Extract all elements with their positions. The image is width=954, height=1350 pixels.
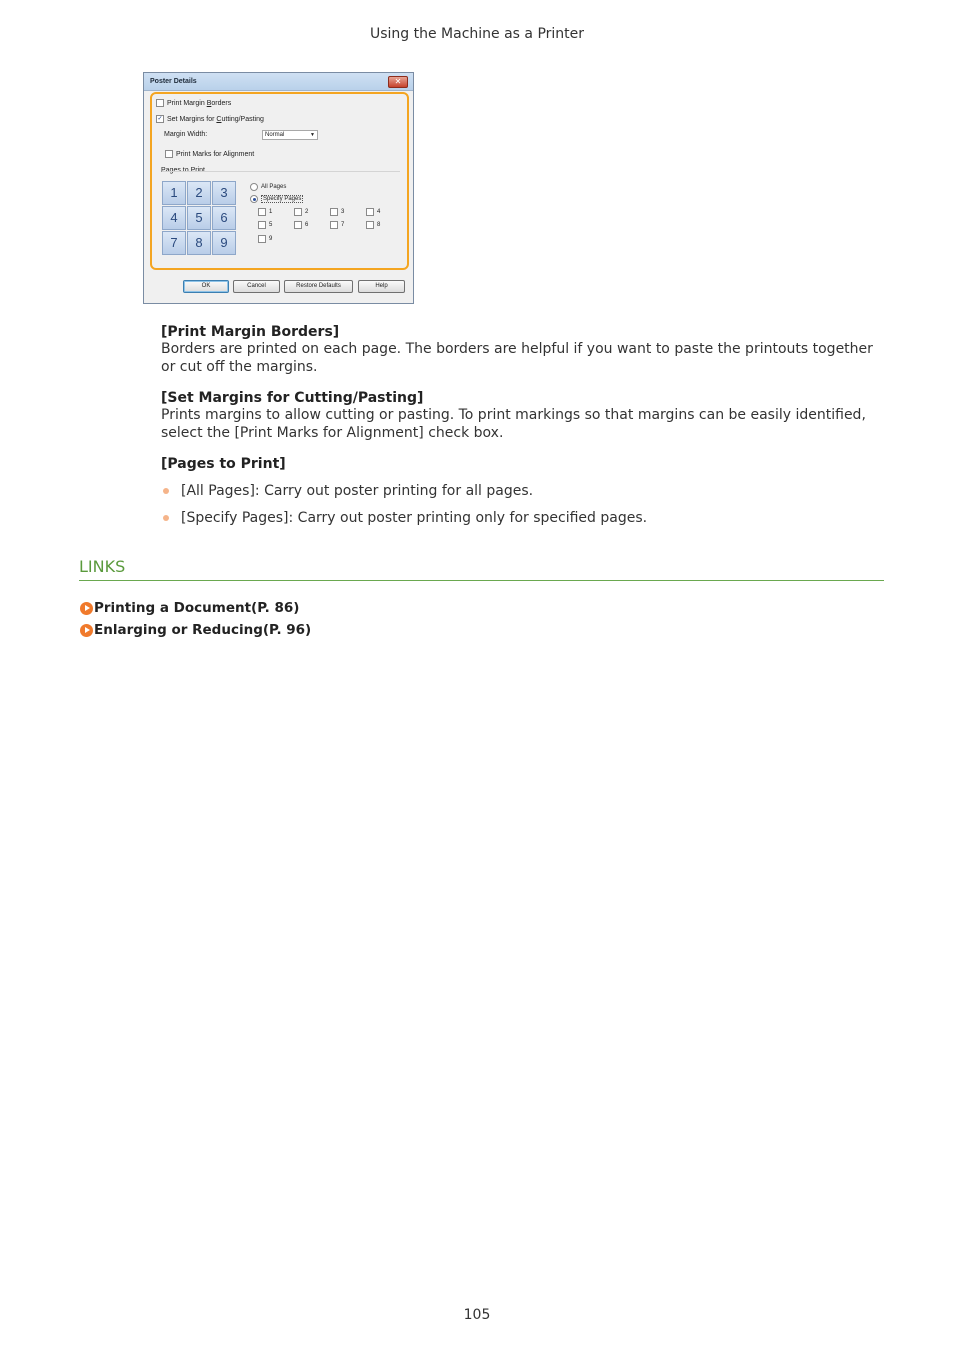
restore-defaults-button[interactable]: Restore Defaults — [284, 280, 353, 293]
checkbox-box[interactable] — [330, 221, 338, 229]
radio-button[interactable] — [250, 183, 258, 191]
checkbox-label: Print Margin Borders — [167, 99, 232, 107]
checkbox-box[interactable] — [330, 208, 338, 216]
page-checkbox[interactable] — [258, 221, 272, 229]
checkbox-label: 8 — [377, 222, 381, 228]
grid-cell[interactable]: 7 — [162, 231, 186, 255]
page-checkbox[interactable] — [366, 221, 380, 229]
arrow-right-circle-icon — [80, 624, 93, 637]
link-enlarging-reducing[interactable] — [80, 622, 311, 638]
list-item-text: [Specify Pages]: Carry out poster printing only for specified pages. — [181, 510, 648, 526]
checkbox-box[interactable] — [366, 208, 374, 216]
list-item-text: [All Pages]: Carry out poster printing for all pages. — [181, 483, 534, 499]
page-checkbox[interactable] — [294, 208, 308, 216]
list-item — [161, 483, 533, 499]
cancel-button[interactable]: Cancel — [233, 280, 280, 293]
checkbox-label: 9 — [269, 236, 273, 242]
print-marks-checkbox[interactable] — [165, 150, 254, 158]
checkbox-label: 2 — [305, 209, 309, 215]
checkbox-box[interactable] — [258, 221, 266, 229]
checkbox-label: 6 — [305, 222, 309, 228]
checkbox-label: 5 — [269, 222, 273, 228]
page-number: 105 — [463, 1307, 491, 1323]
checkbox-label: Set Margins for Cutting/Pasting — [167, 115, 264, 123]
page-checkbox[interactable] — [294, 221, 308, 229]
page-checkbox[interactable] — [366, 208, 380, 216]
page-checkbox[interactable] — [330, 221, 344, 229]
grid-cell[interactable]: 2 — [187, 181, 211, 205]
poster-details-dialog — [143, 72, 414, 304]
checkbox-box[interactable] — [294, 221, 302, 229]
checkbox-box[interactable] — [294, 208, 302, 216]
close-icon[interactable]: ✕ — [388, 76, 408, 88]
radio-button[interactable] — [250, 195, 258, 203]
term-set-margins: [Set Margins for Cutting/Pasting] — [161, 390, 424, 406]
link-label[interactable]: Enlarging or Reducing(P. 96) — [94, 622, 312, 638]
checkbox-box[interactable] — [156, 99, 164, 107]
set-margins-checkbox[interactable] — [156, 115, 264, 123]
grid-cell[interactable]: 4 — [162, 206, 186, 230]
dropdown-arrow-icon: ▼ — [310, 132, 315, 138]
desc-print-margin-borders: Borders are printed on each page. The borders are helpful if you want to paste the printouts together or cut off the margins. — [161, 341, 873, 375]
page-checkbox[interactable] — [330, 208, 344, 216]
select-value: Normal — [265, 132, 285, 138]
divider — [162, 171, 400, 172]
bullet-icon — [163, 488, 169, 494]
links-divider — [79, 580, 884, 581]
specify-pages-radio[interactable] — [250, 195, 303, 203]
link-label[interactable]: Printing a Document(P. 86) — [94, 600, 300, 616]
checkbox-label: Print Marks for Alignment — [176, 150, 255, 158]
checkbox-label: 7 — [341, 222, 345, 228]
checkbox-box[interactable] — [366, 221, 374, 229]
checkbox-box[interactable] — [258, 208, 266, 216]
bullet-icon — [163, 515, 169, 521]
ok-button[interactable]: OK — [183, 280, 229, 293]
term-pages-to-print: [Pages to Print] — [161, 456, 286, 472]
checkbox-label: 1 — [269, 209, 273, 215]
grid-cell[interactable]: 8 — [187, 231, 211, 255]
term-print-margin-borders: [Print Margin Borders] — [161, 324, 340, 340]
page-checkbox[interactable] — [258, 235, 272, 243]
margin-width-select[interactable] — [262, 130, 318, 140]
radio-label: All Pages — [261, 184, 287, 190]
arrow-right-circle-icon — [80, 602, 93, 615]
print-margin-borders-checkbox[interactable] — [156, 99, 231, 107]
dialog-titlebar — [144, 73, 413, 91]
help-button[interactable]: Help — [358, 280, 405, 293]
checkmark-icon[interactable]: ✓ — [157, 116, 163, 122]
list-item — [161, 510, 647, 526]
radio-label: Specify Pages — [263, 196, 302, 202]
grid-cell[interactable]: 6 — [212, 206, 236, 230]
page-checkbox[interactable] — [258, 208, 272, 216]
margin-width-label: Margin Width: — [164, 131, 208, 138]
checkbox-box[interactable] — [258, 235, 266, 243]
desc-set-margins: Prints margins to allow cutting or pasting. To print markings so that margins can be easily identified, select the [Print Marks for Alignment] check box. — [161, 407, 866, 441]
grid-cell[interactable]: 9 — [212, 231, 236, 255]
checkbox-label: 3 — [341, 209, 345, 215]
page-grid-preview — [162, 181, 240, 257]
page-header: Using the Machine as a Printer — [369, 26, 585, 42]
dialog-title: Poster Details — [150, 78, 197, 85]
link-printing-document[interactable] — [80, 600, 299, 616]
checkbox-label: 4 — [377, 209, 381, 215]
checkbox-box[interactable] — [165, 150, 173, 158]
grid-cell[interactable]: 1 — [162, 181, 186, 205]
grid-cell[interactable]: 3 — [212, 181, 236, 205]
all-pages-radio[interactable] — [250, 183, 286, 191]
links-heading: LINKS — [79, 557, 126, 576]
grid-cell[interactable]: 5 — [187, 206, 211, 230]
